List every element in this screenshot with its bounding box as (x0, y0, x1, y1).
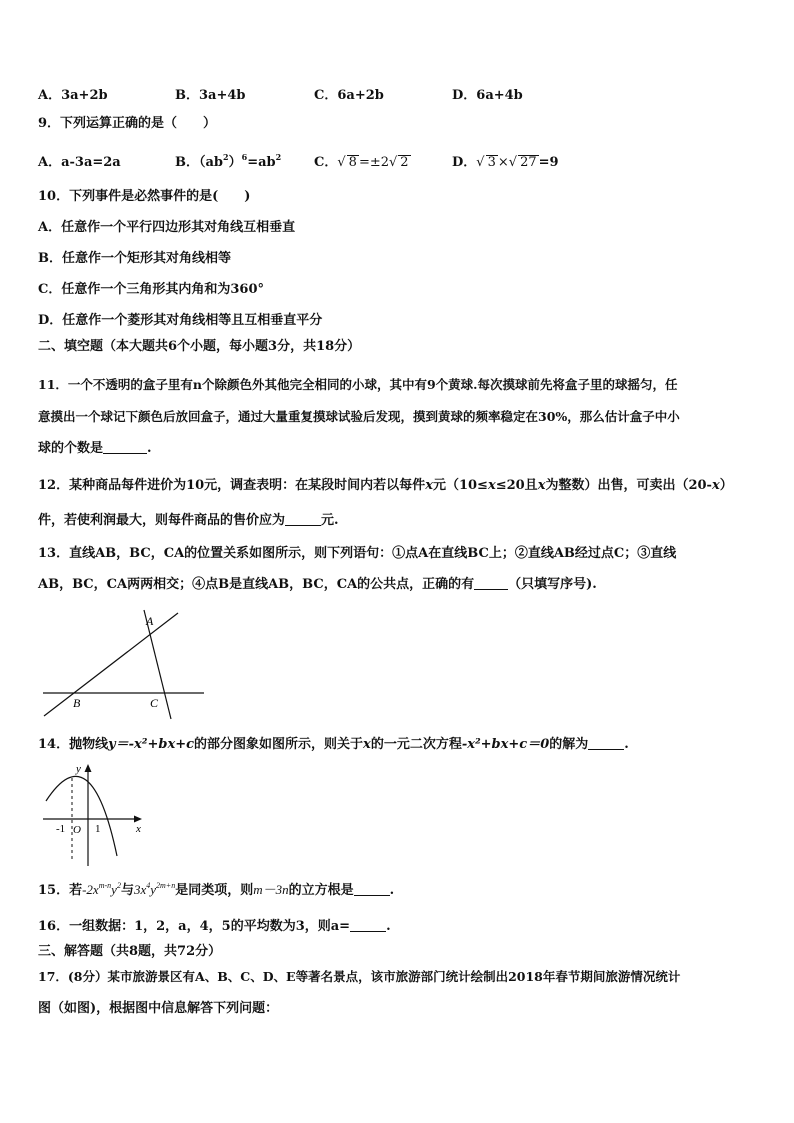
q10-stem: 10．下列事件是必然事件的是( ) (38, 189, 251, 204)
q17-line-1: 17．(8分）某市旅游景区有A、B、C、D、E等著名景点，该市旅游部门统计绘制出2018年春节期间旅游情况统计 (38, 969, 681, 984)
q13-line-1: 13．直线AB，BC，CA的位置关系如图所示，则下列语句：①点A在直线BC上；②直线AB经过点C；③直线 (38, 546, 677, 561)
q13-line-2: AB，BC，CA两两相交；④点B是直线AB，BC，CA的公共点，正确的有 （只填写序号). (38, 577, 597, 592)
q10-option-c: C．任意作一个三角形其内角和为360° (38, 282, 264, 297)
label-b: B (73, 696, 81, 710)
q11-answer-blank[interactable] (103, 441, 147, 454)
q13-figure-lines (38, 605, 213, 725)
y-axis-arrow-icon (85, 764, 92, 772)
q11-line-1: 11．一个不透明的盒子里有n个除颜色外其他完全相同的小球，其中有9个黄球.每次摸球前先将盒子里的球摇匀，任 (38, 377, 678, 392)
q12-line-2: 件，若使利润最大，则每件商品的售价应为 元. (38, 513, 339, 528)
q12-answer-blank[interactable] (285, 513, 321, 526)
q11-line-2: 意摸出一个球记下颜色后放回盒子，通过大量重复摸球试验后发现，摸到黄球的频率稳定在30%，那么估计盒子中小 (38, 409, 680, 424)
q10-option-a: A．任意作一个平行四边形其对角线互相垂直 (38, 220, 296, 235)
q11-line-3: 球的个数是 . (38, 441, 152, 456)
section-2-heading: 二、填空题（本大题共6个小题，每小题3分，共18分） (38, 339, 361, 354)
q12-line-1: 12．某种商品每件进价为10元，调查表明：在某段时间内若以每件x元（10≤x≤20且x为整数）出售，可卖出（20-x） (38, 478, 733, 493)
q9-option-c: C．√ 8 =±2√ 2 (314, 155, 409, 170)
q9-stem: 9．下列运算正确的是（ ） (38, 116, 217, 131)
q9-option-a: A．a-3a=2a (38, 155, 121, 170)
q15-answer-blank[interactable] (354, 883, 390, 896)
parabola-curve (46, 776, 117, 856)
q16-answer-blank[interactable] (350, 919, 386, 932)
label-origin: O (73, 824, 81, 836)
section-3-heading: 三、解答题（共8题，共72分） (38, 944, 222, 959)
label-a: A (146, 614, 154, 628)
q14-figure-parabola (38, 758, 158, 870)
q8-option-c: C．6a+2b (314, 88, 384, 103)
q16-stem: 16．一组数据：1，2，a，4，5的平均数为3，则a= . (38, 919, 391, 934)
label-c: C (150, 696, 159, 710)
label-x: x (136, 823, 141, 835)
label-y: y (76, 763, 81, 775)
q14-answer-blank[interactable] (588, 737, 624, 750)
q9-option-b: B．$(ab^2)^6=ab^2$ (175, 152, 282, 170)
q8-option-b: B．3a+4b (175, 88, 246, 103)
q15-stem: 15．若$-2x^{m-n}y^2$与$3x^4y^{2m+n}$是同类项，则m－3n的立方根是 . (38, 881, 395, 898)
q10-option-b: B．任意作一个矩形其对角线相等 (38, 251, 231, 266)
q10-option-d: D．任意作一个菱形其对角线相等且互相垂直平分 (38, 313, 323, 328)
label-1: 1 (95, 823, 101, 835)
label-minus-1: -1 (56, 823, 66, 835)
q17-line-2: 图（如图)，根据图中信息解答下列问题： (38, 1001, 279, 1016)
x-axis-arrow-icon (134, 816, 142, 823)
q13-answer-blank[interactable] (474, 577, 508, 590)
q9-option-d: D．√ 3 ×√ 27 =9 (452, 155, 559, 170)
q8-option-d: D．6a+4b (452, 88, 523, 103)
q14-stem: 14．抛物线y＝-x²+bx+c的部分图象如图所示，则关于x的一元二次方程-x²+bx+c＝0的解为 . (38, 737, 629, 752)
q8-option-a: A．3a+2b (38, 88, 108, 103)
